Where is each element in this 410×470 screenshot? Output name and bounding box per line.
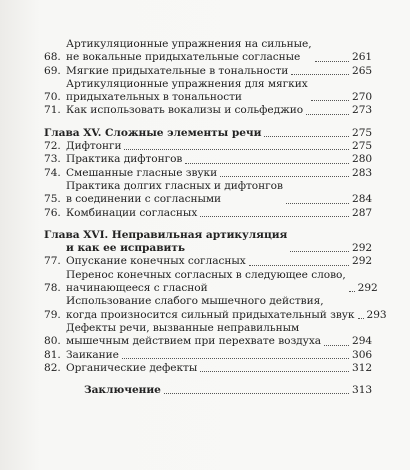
toc-entry [44,140,372,153]
toc-entry [44,362,372,375]
toc-entry [44,207,372,220]
entry-number: 76. [44,206,61,219]
toc-group-b [44,140,372,220]
entry-page-number: 287 [352,206,373,219]
chapter-16-heading [44,229,372,256]
entry-page-number: 312 [352,361,373,374]
toc-entry [44,268,378,296]
dot-leader [311,100,349,101]
entry-page-number: 265 [352,64,373,77]
entry-number: 80. [44,335,61,348]
dot-leader [185,163,349,164]
dot-leader [220,176,349,177]
entry-title-line: Артикуляционные упражнения для мягких [66,77,308,90]
toc-entry [44,38,372,65]
entry-number: 71. [44,104,61,117]
dot-leader [249,265,349,266]
entry-title-line: мышечным действием при перехвате воздуха [66,335,322,348]
dot-leader [349,291,355,292]
entry-number: 75. [44,193,61,206]
dot-leader [200,216,349,217]
entry-title-line: Перенос конечных согласных в следующее слово, [66,268,346,281]
dot-leader [200,371,349,372]
chapter-16-page: 292 [352,242,373,255]
toc-group-a [44,38,372,118]
entry-page-number: 293 [366,308,387,321]
entry-number: 73. [44,153,61,166]
entry-page-number: 270 [352,91,373,104]
toc-entry [44,78,372,105]
entry-page-number: 261 [352,51,373,64]
entry-number: 77. [44,255,61,268]
entry-title-line: Дифтонги [66,140,122,153]
conclusion-label: Заключение [84,384,161,397]
dot-leader [286,203,349,204]
conclusion-page: 313 [352,384,373,397]
entry-number: 70. [44,91,61,104]
entry-page-number: 294 [352,335,373,348]
entry-title-line: когда произносится сильный придыхательный звук [66,308,355,321]
chapter-15-page: 275 [352,126,373,139]
entry-page-number: 280 [352,153,373,166]
entry-title-line: Опускание конечных согласных [66,255,246,268]
dot-leader [290,251,349,252]
toc-entry [44,153,372,166]
entry-page-number: 292 [352,255,373,268]
entry-title-line: не вокальные придыхательные согласные [66,51,301,64]
dot-leader [306,114,349,115]
entry-number: 68. [44,51,61,64]
entry-title-line: Практика дифтонгов [66,153,183,166]
entry-title-line: Дефекты речи, вызванные неправильным [66,321,300,334]
chapter-16-title-line-2: и как ее исправить [66,242,185,255]
dot-leader [315,61,349,62]
entry-title-line: Как использовать вокализы и сольфеджио [66,104,304,117]
entry-number: 74. [44,166,61,179]
toc-entry [44,349,372,362]
entry-number: 78. [44,282,61,295]
dot-leader [358,318,364,319]
entry-title-line: Комбинации согласных [66,206,198,219]
entry-title-line: Артикуляционные упражнения на сильные, [66,38,312,50]
dot-leader [291,74,349,75]
entry-number: 81. [44,348,61,361]
toc-entry [44,295,387,322]
dot-leader [124,149,349,150]
entry-title-line: Мягкие придыхательные в тональности [66,64,289,77]
dot-leader [264,136,349,137]
toc-entry [44,180,372,207]
entry-page-number: 292 [357,282,378,295]
entry-title-line: Смешанные гласные звуки [66,166,218,179]
chapter-16-title-line-1: Глава XVI. Неправильная артикуляция [44,228,288,241]
entry-number: 82. [44,361,61,374]
entry-title-line: Практика долгих гласных и дифтонгов [66,179,283,192]
toc-group-c [44,255,387,375]
entry-page-number: 273 [352,104,373,117]
toc-entry [44,104,372,117]
dot-leader [164,393,349,394]
dot-leader [122,358,349,359]
toc-entry [44,322,372,349]
entry-title-line: начинающееся с гласной [66,282,208,295]
entry-title-line: Использование слабого мышечного действия, [66,295,324,308]
chapter-15-title: Глава XV. Сложные элементы речи [44,126,262,139]
entry-page-number: 283 [352,166,373,179]
entry-page-number: 306 [352,348,373,361]
dot-leader [324,345,349,346]
toc-entry [44,167,372,180]
conclusion-entry [44,384,372,397]
entry-number: 69. [44,64,61,77]
entry-page-number: 284 [352,193,373,206]
entry-title-line: придыхательных в тональности [66,91,242,104]
entry-number: 79. [44,308,61,321]
entry-title-line: Органические дефекты [66,361,198,374]
entry-page-number: 275 [352,140,373,153]
chapter-15-heading [44,127,372,140]
entry-number: 72. [44,140,61,153]
entry-title-line: Заикание [66,348,119,361]
toc-entry [44,255,372,268]
toc-entry [44,65,372,78]
table-of-contents [44,38,387,397]
entry-title-line: в соединении с согласными [66,193,222,206]
